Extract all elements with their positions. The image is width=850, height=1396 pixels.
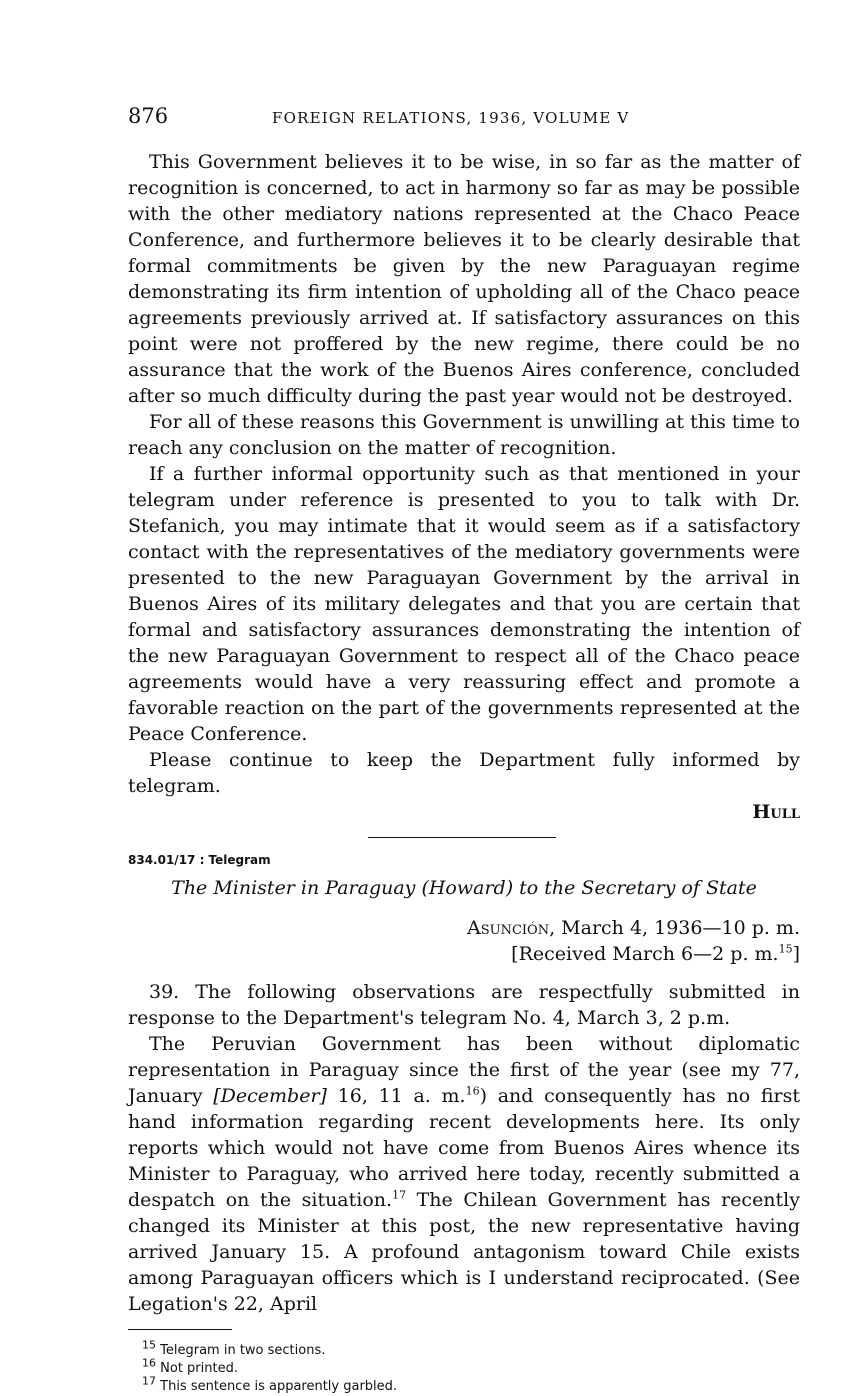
place: Asunción — [467, 917, 550, 939]
text-run: 16, 11 a. m. — [326, 1085, 466, 1107]
received-close: ] — [792, 943, 800, 965]
file-number: 834.01/17 : Telegram — [128, 853, 271, 867]
footnote-ref: 15 — [778, 942, 793, 956]
section-divider — [368, 837, 556, 838]
footnote — [142, 1374, 800, 1396]
paragraph: This Government believes it to be wise, in so far as the matter of recognition is concerned, to act in harmony so far as may be possible with the other mediatory nations represented at the Chaco Peace Conference, and furthermore believes it to be clearly desirable that formal commitments be given by the new Paraguayan regime demonstrating its firm intention of upholding all of the Chaco peace agreements previously arrived at. If satisfactory assurances on this point were not proffered by the new regime, there could be no assurance that the work of the Buenos Aires conference, concluded after so much difficulty during the past year would not be destroyed. — [128, 151, 800, 407]
text-run: The Peruvian Government has been without diplomatic representation in Paraguay since the first of the year (see my 77, January — [128, 1033, 800, 1107]
footnote — [142, 1356, 800, 1378]
paragraph: Please continue to keep the Department fully informed by telegram. — [128, 749, 800, 797]
letter-body — [128, 149, 800, 825]
footnote-ref: 17 — [392, 1188, 407, 1202]
page-header — [128, 104, 800, 130]
document-title: The Minister in Paraguay (Howard) to the Secretary of State — [171, 877, 757, 899]
paragraph: If a further informal opportunity such as that mentioned in your telegram under reference is presented to you to talk with Dr. Stefanich, you may intimate that it would seem as if a satisfactory contact with the representatives of the mediatory governments were presented to the new Paraguayan Government by the arrival in Buenos Aires of its military delegates and that you are certain that formal and satisfactory assurances demonstrating the intention of the new Paraguayan Government to respect all of the Chaco peace agreements would have a very reassuring effect and promote a favorable reaction on the part of the governments represented at the Peace Conference. — [128, 463, 800, 745]
running-title: FOREIGN RELATIONS, 1936, VOLUME V — [272, 109, 630, 127]
footnote-text: This sentence is apparently garbled. — [160, 1379, 398, 1394]
date: , March 4, 1936—10 p. m. — [549, 917, 800, 939]
received: [Received March 6—2 p. m. — [511, 943, 779, 965]
page-number: 876 — [128, 104, 169, 128]
text-run: ) and consequently has no first hand information regarding recent developments here. Its only reports which would not have come from Buenos Aires whence its Minister to Paraguay, who arrived here today, recently submitted a despatch on the situation. — [128, 1085, 800, 1211]
text-run-italic: [December] — [213, 1085, 327, 1107]
footnote-mark: 15 — [142, 1338, 156, 1352]
paragraph: 39. The following observations are respectfully submitted in response to the Department's telegram No. 4, March 3, 2 p.m. — [128, 981, 800, 1029]
paragraph: For all of these reasons this Government is unwilling at this time to reach any conclusion on the matter of recognition. — [128, 411, 800, 459]
footnote-text: Telegram in two sections. — [160, 1343, 326, 1358]
footnotes — [128, 1338, 800, 1396]
footnote-ref: 16 — [465, 1084, 480, 1098]
text-run: The Chilean Government has recently changed its Minister at this post, the new representative having arrived January 15. A profound antagonism toward Chile exists among Paraguayan officers which is I understand reciprocated. (See Legation's 22, April — [128, 1189, 800, 1315]
paragraph — [128, 1031, 800, 1317]
document-page — [128, 104, 800, 1396]
signature: Hull — [752, 801, 800, 823]
telegram-body — [128, 979, 800, 1317]
footnote-divider — [128, 1329, 232, 1330]
footnote-mark: 16 — [142, 1356, 156, 1370]
footnote-mark: 17 — [142, 1374, 156, 1388]
footnote — [142, 1338, 800, 1360]
dateline — [128, 915, 800, 967]
footnote-text: Not printed. — [160, 1361, 238, 1376]
